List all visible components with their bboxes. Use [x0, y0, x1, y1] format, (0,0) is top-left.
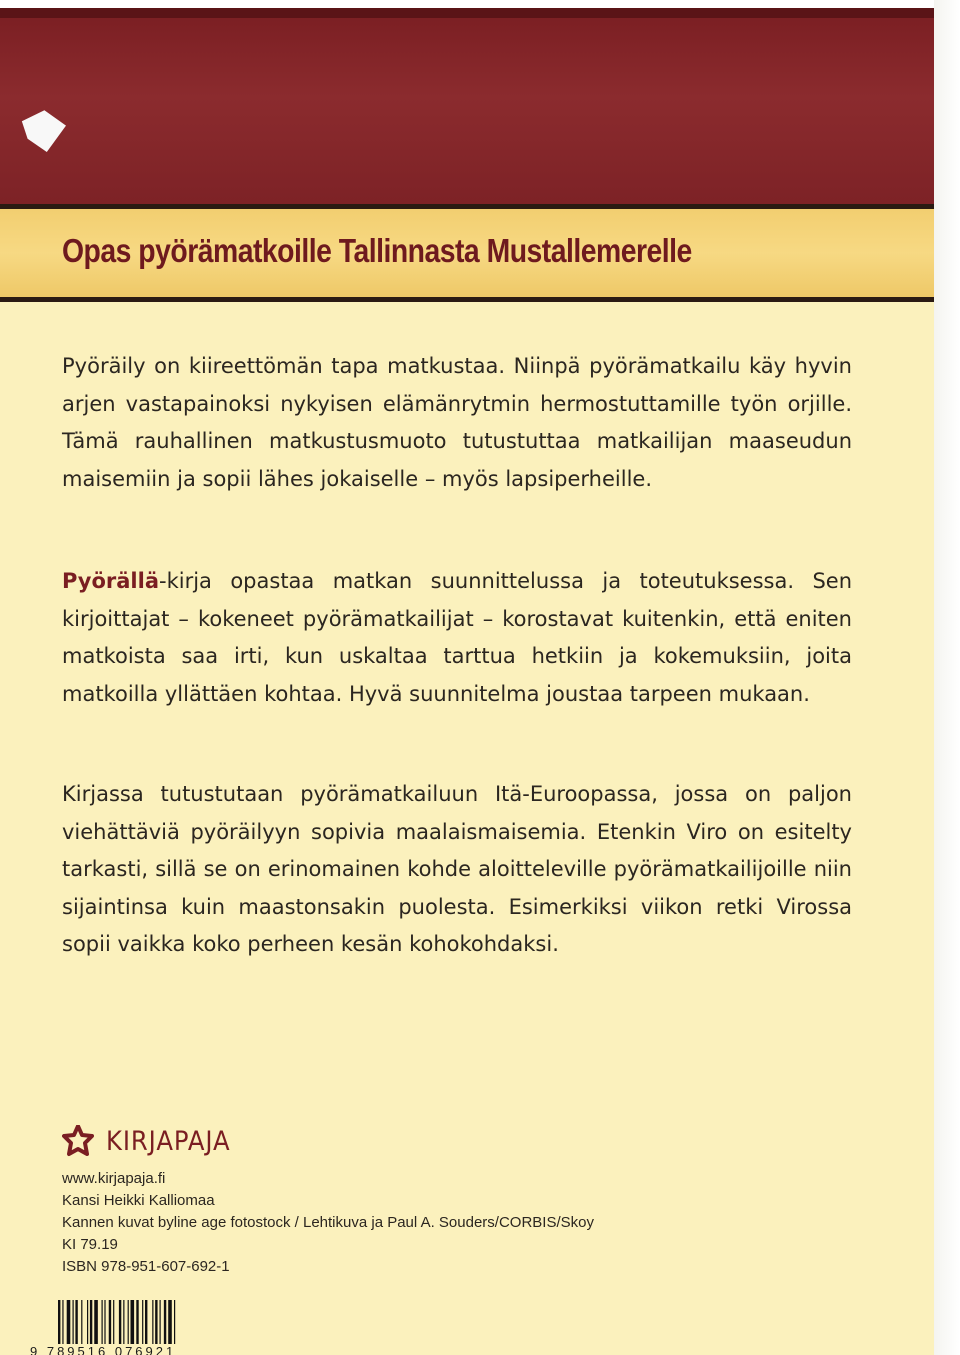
book-name: Pyörällä: [62, 569, 159, 593]
barcode: [30, 1300, 210, 1355]
barcode-bar: [81, 1300, 82, 1344]
barcode-bar: [62, 1300, 63, 1344]
isbn: ISBN 978-951-607-692-1: [62, 1258, 230, 1275]
library-classification: KI 79.19: [62, 1236, 118, 1253]
cover-designer: Kansi Heikki Kalliomaa: [62, 1192, 215, 1209]
barcode-bar: [131, 1300, 135, 1344]
description-paragraph-2-text: -kirja opastaa matkan suunnittelussa ja toteutuksessa. Sen kirjoittajat – kokeneet pyörämatkailijat – korostavat kuitenkin, että eniten matkoista saa irti, kun uskaltaa tarttua hetkiin ja kokemuksiin, joita matkoilla yllättäen kohtaa. Hyvä suunnitelma joustaa tarpeen mukaan.: [62, 569, 852, 706]
barcode-bar: [142, 1300, 143, 1344]
barcode-number: 9 789516 076921: [30, 1344, 177, 1355]
barcode-bar: [94, 1300, 98, 1344]
credits-list: [62, 1168, 594, 1278]
barcode-bar: [75, 1300, 77, 1344]
barcode-bar: [104, 1300, 105, 1344]
barcode-bar: [155, 1300, 157, 1344]
description-paragraph-2: [62, 563, 852, 713]
top-color-band: [0, 8, 934, 206]
description-paragraph-1: Pyöräily on kiireettömän tapa matkustaa. Niinpä pyörämatkailu käy hyvin arjen vastapainoksi nykyisen elämänrytmin hermostuttamille työn orjille. Tämä rauhallinen matkustusmuoto tutustuttaa matkailijan maaseudun maisemiin ja sopii lähes jokaiselle – myös lapsiperheille.: [62, 354, 852, 491]
barcode-bar: [113, 1300, 114, 1344]
divider-line: [0, 297, 934, 302]
barcode-bar: [123, 1300, 124, 1344]
barcode-bar: [164, 1300, 166, 1344]
barcode-bar: [174, 1300, 175, 1344]
barcode-bar: [168, 1300, 172, 1344]
barcode-bar: [87, 1300, 88, 1344]
page-edge: [934, 0, 960, 1355]
publisher-logo-block: [62, 1123, 244, 1159]
barcode-bar: [128, 1300, 129, 1344]
star-outline-icon: [62, 1125, 94, 1157]
barcode-bars: [58, 1300, 208, 1344]
book-back-cover: [0, 8, 934, 1355]
barcode-bar: [102, 1300, 103, 1344]
page-title: Opas pyörämatkoille Tallinnasta Mustallemerelle: [62, 232, 692, 269]
publisher-name: KIRJAPAJA: [106, 1125, 231, 1157]
barcode-bar: [90, 1300, 92, 1344]
barcode-bar: [109, 1300, 111, 1344]
barcode-bar: [58, 1300, 60, 1344]
barcode-bar: [136, 1300, 138, 1344]
barcode-bar: [119, 1300, 121, 1344]
publisher-website: www.kirjapaja.fi: [62, 1170, 166, 1187]
barcode-bar: [67, 1300, 71, 1344]
description-paragraph-3: Kirjassa tutustutaan pyörämatkailuun Itä-Euroopassa, jossa on paljon viehättäviä pyöräilyyn sopivia maalaismaisemia. Etenkin Viro on esitelty tarkasti, sillä se on erinomainen kohde aloitteleville pyörämatkailijoille niin sijaintinsa kuin maastonsakin puolesta. Esimerkiksi viikon retki Virossa sopii vaikka koko perheen kesän kohokohdaksi.: [62, 782, 852, 956]
barcode-bar: [152, 1300, 153, 1344]
barcode-bar: [160, 1300, 161, 1344]
barcode-bar: [73, 1300, 74, 1344]
cover-photo-credits: Kannen kuvat byline age fotostock / Lehtikuva ja Paul A. Souders/CORBIS/Skoy: [62, 1214, 594, 1231]
barcode-bar: [145, 1300, 147, 1344]
